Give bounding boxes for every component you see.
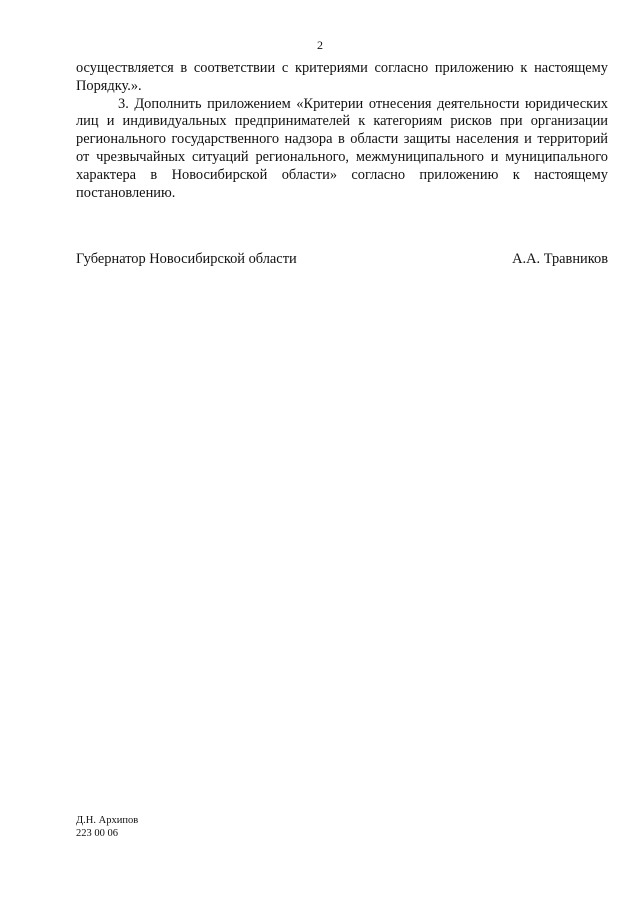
- signature-block: [76, 250, 608, 268]
- executor-phone: 223 00 06: [76, 827, 118, 839]
- executor-name: Д.Н. Архипов: [76, 815, 139, 826]
- executor-info: [76, 815, 138, 840]
- signatory-position: Губернатор Новосибирской области: [76, 251, 297, 267]
- signatory-name: А.А. Травников: [512, 251, 608, 267]
- body-text: [76, 60, 608, 202]
- paragraph-continued: осуществляется в соответствии с критериями согласно приложению к настоящему Порядку.».: [76, 60, 608, 94]
- page-number: 2: [317, 38, 323, 52]
- paragraph-item-3: 3. Дополнить приложением «Критерии отнесения деятельности юридических лиц и индивидуальных предпринимателей к категориям рисков при организации регионального государственного надзора в области защиты населения и территорий от чрезвычайных ситуаций регионального, межмуниципального и муниципального характера в Новосибирской области» согласно приложению к настоящему постановлению.: [76, 95, 608, 201]
